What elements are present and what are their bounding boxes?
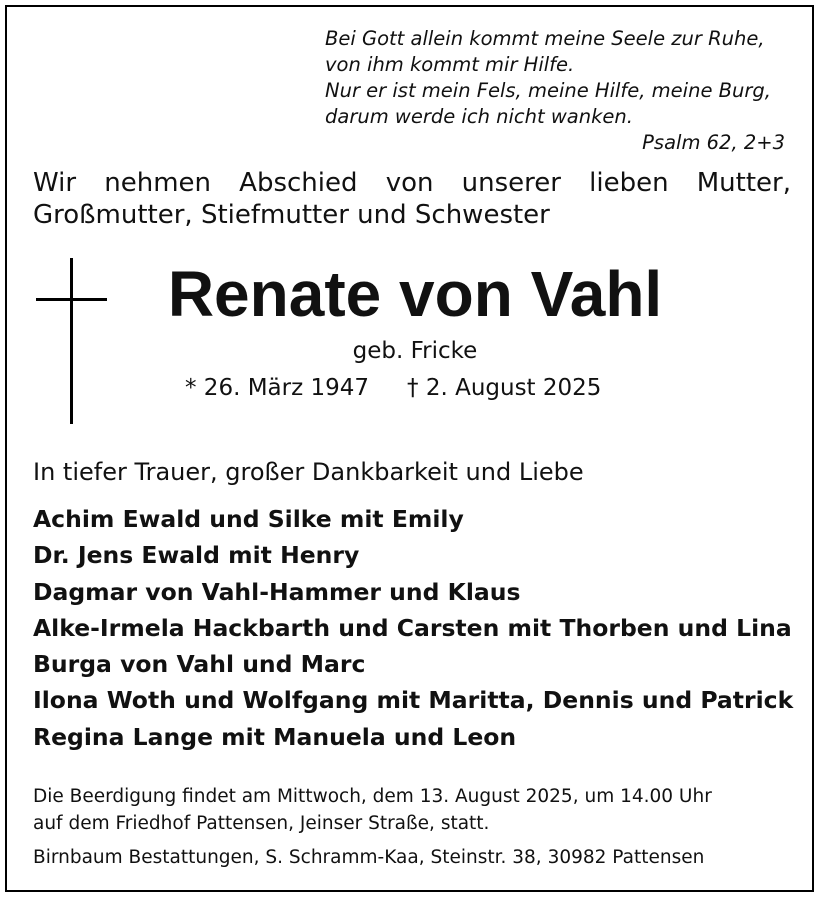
psalm-line: Bei Gott allein kommt meine Seele zur Ruhe, [325,27,765,50]
intro-line-2: Großmutter, Stiefmutter und Schwester [33,200,550,230]
cross-icon-vertical [70,258,73,424]
intro-line-1 [33,167,791,199]
psalm-line: Nur er ist mein Fels, meine Hilfe, meine Burg, [325,79,771,102]
life-dates [185,372,601,404]
mourner-entry: Ilona Woth und Wolfgang mit Maritta, Dennis und Patrick [33,686,794,715]
psalm-line: von ihm kommt mir Hilfe. [325,53,575,76]
mourner-entry: Dagmar von Vahl-Hammer und Klaus [33,577,521,606]
psalm-line: darum werde ich nicht wanken. [325,105,633,128]
funeral-line: auf dem Friedhof Pattensen, Jeinser Straße, statt. [33,813,490,834]
birth-name: geb. Fricke [352,338,478,364]
intro-word: Mutter, [696,168,791,198]
intro-word: unserer [461,168,561,198]
mourner-entry: Regina Lange mit Manuela und Leon [33,722,517,751]
birth-date: * 26. März 1947 [185,375,370,401]
funeral-details [33,783,803,837]
mourner-entry: Alke-Irmela Hackbarth und Carsten mit Thorben und Lina [33,613,792,642]
undertaker-info: Birnbaum Bestattungen, S. Schramm-Kaa, Steinstr. 38, 30982 Pattensen [33,847,705,868]
intro-word: lieben [589,168,669,198]
mourners-list [33,501,793,755]
intro-word: Wir [33,168,77,198]
mourner-entry: Burga von Vahl und Marc [33,650,366,679]
mourning-line: In tiefer Trauer, großer Dankbarkeit und Liebe [33,458,584,486]
farewell-intro [33,167,791,231]
intro-word: von [385,168,434,198]
intro-word: Abschied [239,168,358,198]
death-date: † 2. August 2025 [407,375,602,401]
deceased-name: Renate von Vahl [167,258,663,330]
intro-word: nehmen [104,168,211,198]
funeral-line: Die Beerdigung findet am Mittwoch, dem 13. August 2025, um 14.00 Uhr [33,786,712,807]
mourner-entry: Dr. Jens Ewald mit Henry [33,541,360,570]
psalm-reference: Psalm 62, 2+3 [642,131,785,154]
cross-icon-horizontal [36,298,107,301]
mourner-entry: Achim Ewald und Silke mit Emily [33,505,464,533]
psalm-quote [325,26,795,156]
